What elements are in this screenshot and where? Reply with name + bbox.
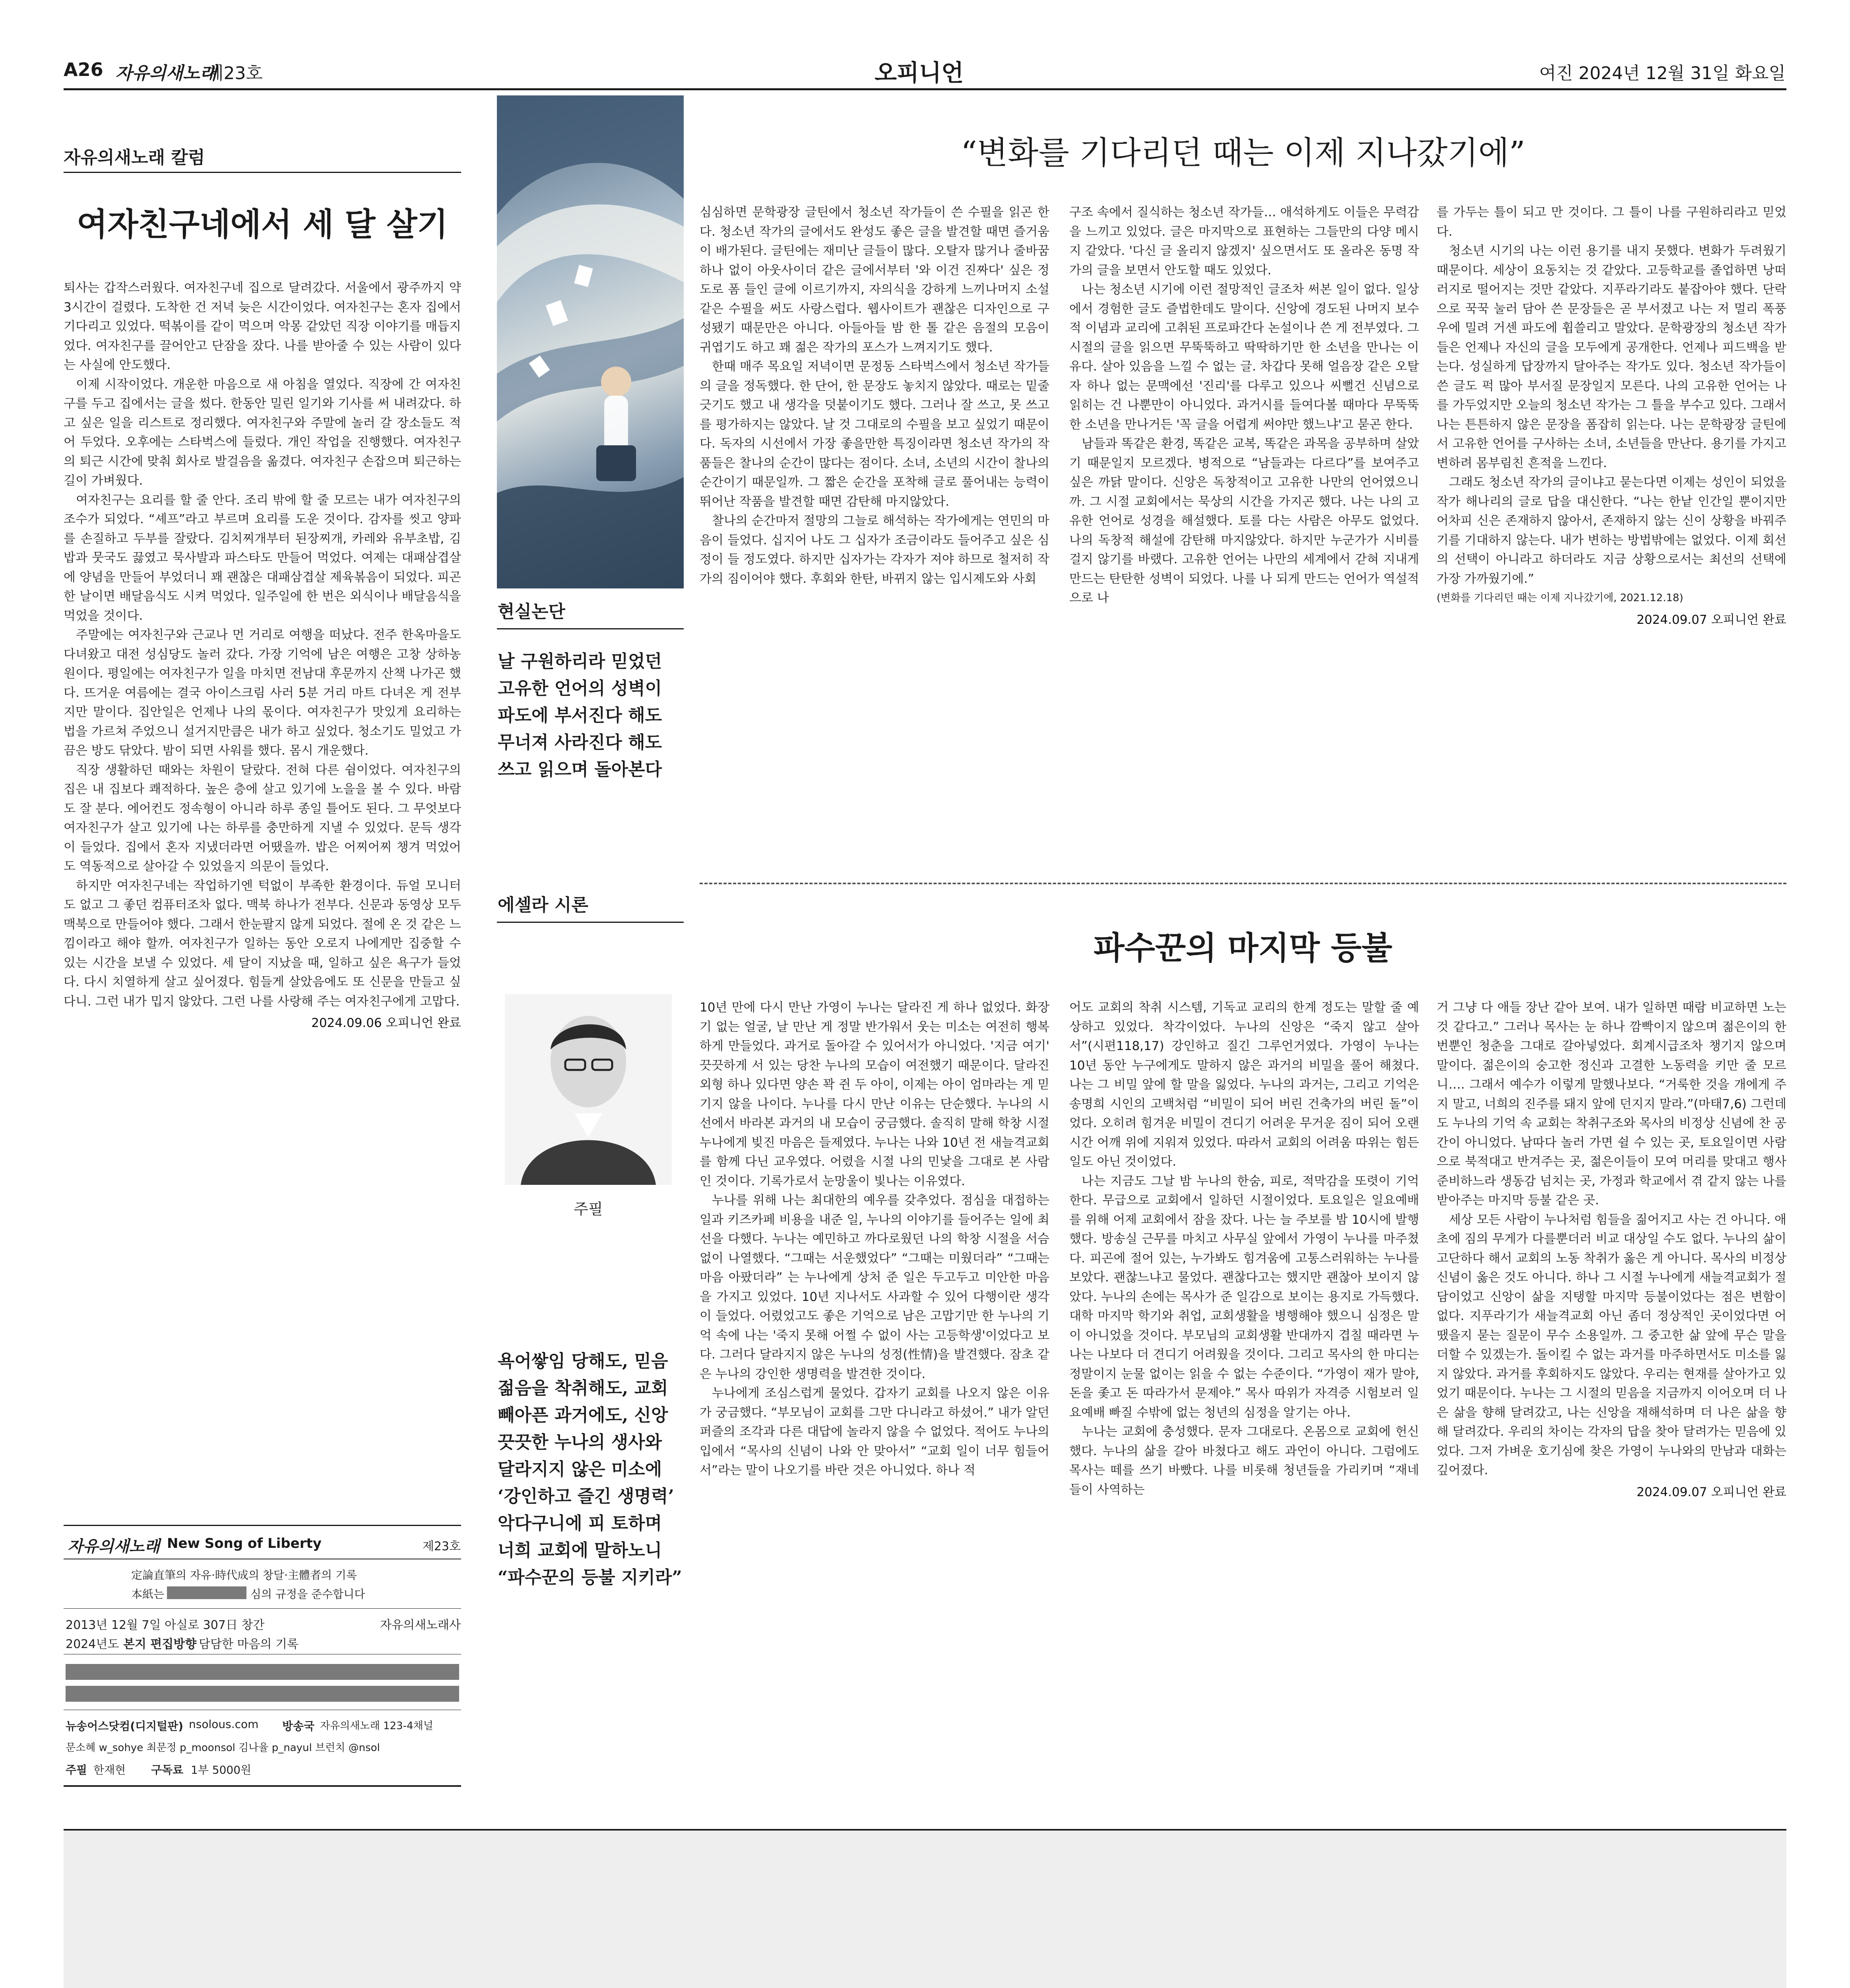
masthead-issue: 제23호	[422, 1540, 461, 1553]
section-title: 오피니언	[875, 59, 964, 86]
ad-placeholder	[64, 1831, 1786, 1988]
essay-paragraph: 10년 만에 다시 만난 가영이 누나는 달라진 게 하나 없었다. 화장기 없는 얼굴, 날 만난 게 정말 반가워서 웃는 미소는 여전히 행복하게 만들었다. 과거로 돌아갈 수 있어서가 아니었다. '지금 여기' 끗끗하게 서 있는 당찬 누나의 모습이 여전했기 때문이다. 달라진 외형 하나 있다면 양손 꽉 쥔 두 아이, 이제는 아이 엄마라는 게 믿기지 않을 나이다. 누나를 다시 만난 이유는 단순했다. 누나의 시선에서 바라본 과거의 내 모습이 궁금했다. 솔직히 말해 학창 시절 누나에게 빚진 마음은 들제였다. 누나는 나와 10년 전 새늘격교회를 함께 다닌 교우였다. 어렸을 시절 나의 민낯을 그대로 본 사람인 것이다. 기록가로서 눈망울이 빛나는 이유였다.	[700, 1000, 1049, 1188]
essay-pull-quote: 욕어쌓임 당해도, 믿음 젊음을 착취해도, 교회 빼아픈 과거에도, 신앙 끗끗한 누나의 생사와 달라지지 않은 미소에 ‘강인하고 즐긴 생명력’ 악다구니에 피 토하며 너희 교회에 말하노니 “파수꾼의 등불 지키라”	[498, 1351, 682, 1588]
redacted-block	[66, 1686, 459, 1702]
masthead-motto-1: 定論直筆의 자유·時代成의 창달·主體者의 기록	[131, 1569, 357, 1582]
masthead-policy-year: 2024년도	[66, 1637, 119, 1651]
essay-paragraph: 어도 교회의 착취 시스템, 기독교 교리의 한계 정도는 말할 줄 예상하고 있었다. 착각이었다. 누나의 신앙은 “죽지 않고 살아서”(시편118,17) 강인하고 질긴 그루언거였다. 가영이 누나는 10년 동안 누구에게도 말하지 않은 과거의 비밀을 풀어 해쳤다. 나는 그 비밀 앞에 할 말을 잃었다. 누나의 과거는, 그리고 기억은 송명희 시인의 고백처럼 “비밀이 되어 버린 건축가의 버린 돌”이었다. 오히려 힘겨운 비밀이 견디기 어려운 무거운 짐이 되어 오랜 시간 어깨 위에 지워져 있었다. 따라서 교회의 어려움 따위는 힘든 일도 아닌 것이었다.	[1069, 1000, 1419, 1169]
masthead-editor-name: 한재현	[93, 1763, 126, 1776]
reality-paragraph: 나는 청소년 시기에 이런 절망적인 글조차 써본 일이 없다. 일상에서 경험한 글도 즐법한데도 말이다. 신앙에 경도된 나머지 보수적 이념과 교리에 고취된 프로파간다 논설이나 쓴 게 전부였다. 그 시절의 글을 읽으면 무뚝뚝하고 딱딱하기만 한 소년을 만나는 이유다. 살아 있음을 느낄 수 없는 글. 차갑다 못해 얼음장 같은 오탈자 하나 없는 문맥에선 '진리'를 다루고 있으나 씨뻘건 신념으로 읽히는 건 나뿐만이 아니었다. 과거시를 들여다볼 때마다 무뚝뚝한 소년을 만나거든 '꼭 글을 어렵게 써야만 했느냐'고 묻곤 한다.	[1069, 282, 1419, 432]
column-signature: 2024.09.06 오피니언 완료	[311, 1016, 461, 1030]
masthead-price: 1부 5000원	[191, 1763, 252, 1776]
essay-paragraph: 누나는 교회에 충성했다. 문자 그대로다. 온몸으로 교회에 헌신했다. 누나의 삶을 갈아 바쳤다고 해도 과언이 아니다. 그럼에도 목사는 떼를 쓰기 바빴다. 나를 비롯해 청년들을 가리키며 “재네들이 사역하는	[1069, 1425, 1419, 1497]
masthead-office-text: 자유의새노래 123-4채널	[320, 1720, 433, 1732]
masthead-editor-label: 주필	[66, 1763, 87, 1776]
wave-illustration	[497, 95, 684, 588]
essay-paragraph: 누나에게 조심스럽게 물었다. 갑자기 교회를 나오지 않은 이유가 궁금했다. “부모님이 교회를 그만 다니라고 하셨어.” 내가 알던 퍼즐의 조각과 다른 대답에 놀라지 않을 수 없었다. 적어도 누나의 입에서 “목사의 신념이 나와 안 맞아서” “교회 일이 너무 힘들어서”라는 말이 나오기를 바란 것은 아니었다. 하나 적	[700, 1386, 1049, 1477]
column-paragraph: 퇴사는 갑작스러웠다. 여자친구네 집으로 달려갔다. 서울에서 광주까지 약 3시간이 걸렸다. 도착한 건 저녁 늦은 시간이었다. 여자친구는 혼자 집에서 기다리고 있었다. 떡볶이를 같이 먹으며 악몽 같았던 직장 이야기를 매듭지었다. 여자친구를 끌어안고 단잠을 잤다. 나를 받아줄 수 있는 사람이 있다는 사실에 안도했다.	[64, 281, 461, 372]
column-paragraph: 이제 시작이었다. 개운한 마음으로 새 아침을 열었다. 직장에 간 여자친구를 두고 집에서는 글을 썼다. 한동안 밀린 일기와 기사를 써 내려갔다. 하고 싶은 일을 리스트로 정리했다. 여자친구와 주말에 놀러 갈 장소들도 적어 두었다. 오후에는 스타벅스에 들렀다. 개인 작업을 진행했다. 여자친구의 퇴근 시간에 맞춰 회사로 발걸음을 옮겼다. 여자친구 손잡으며 퇴근하는 길이 가벼웠다.	[64, 377, 461, 488]
redacted-block	[66, 1664, 459, 1680]
author-role: 주필	[574, 1200, 603, 1218]
reality-kicker: 현실논단	[498, 602, 566, 622]
masthead-staff: 문소혜 w_sohye 최문정 p_moonsol 김나율 p_nayul 브런치 @nsol	[66, 1742, 380, 1754]
reality-paragraph: 를 가두는 틀이 되고 만 것이다. 그 틀이 나를 구원하리라고 믿었다.	[1437, 205, 1786, 239]
reality-paragraph: 구조 속에서 질식하는 청소년 작가들… 애석하게도 이들은 무력감을 느끼고 있었다. 글은 마지막으로 표현하는 그들만의 다양 메시지 같았다. '다신 글 올리지 않겠지' 싶으면서도 또 올라온 동명 작가의 글을 보면서 안도할 때도 있었다.	[1069, 205, 1419, 278]
reality-paragraph: 심심하면 문학광장 글틴에서 청소년 작가들이 쓴 수필을 읽곤 한다. 청소년 작가의 글에서도 완성도 좋은 글을 발견할 때면 즐거움이 배가된다. 글틴에는 재미난 글들이 많다. 오탈자 많거나 줄바꿈 하나 없이 아웃사이더 같은 글에서부터 '와 이건 진짜다' 싶은 정도로 폼 들인 글에 이르기까지, 자의식을 강하게 느끼나머지 소설 같은 수필을 써도 사랑스럽다. 웹사이트가 괜찮은 디자인으로 구성됐기 때문만은 아니다. 아들아들 밤 한 톨 같은 음절의 모음이 귀엽기도 하고 꽤 젊은 작가의 포스가 느껴지기도 했다.	[700, 205, 1049, 355]
reality-col-b	[1069, 203, 1419, 863]
reality-paragraph: 찰나의 순간마저 절망의 그늘로 해석하는 작가에게는 연민의 마음이 들었다. 십지어 나도 그 십자가 조금이라도 들어주고 싶은 심정이 들 정도였다. 하지만 십자가는 각자가 져야 하므로 철저히 작가의 짐이어야 했다. 후회와 한탄, 바뀌지 않는 입시제도와 사회	[700, 514, 1049, 586]
author-photo	[505, 994, 672, 1185]
column-paragraph: 여자친구는 요리를 할 줄 안다. 조리 밖에 할 줄 모르는 내가 여자친구의 조수가 되었다. “셰프”라고 부르며 요리를 도운 것이다. 감자를 씻고 양파를 손질하고 두부를 잘랐다. 김치찌개부터 된장찌개, 카레와 유부초밥, 김밥과 뭇국도 끓였고 묵사발과 파스타도 만들어 먹었다. 여제는 대패삼겹살에 양념을 만들어 부었더니 꽤 괜찮은 대패삼겹살 제육볶음이 되었다. 피곤한 날이면 배달음식도 시켜 먹었다. 일주일에 한 번은 외식이나 배달음식을 먹었을 것이다.	[64, 493, 461, 623]
section-divider	[700, 883, 1786, 884]
masthead-price-label: 구독료	[151, 1763, 184, 1776]
essay-paragraph: 나는 지금도 그날 밤 누나의 한숨, 피로, 적막감을 또렷이 기억한다. 무급으로 교회에서 일하던 시절이었다. 토요일은 일요예배를 위해 어제 교회에서 잠을 잤다. 나는 늘 주보를 밤 10시에 발행했다. 방송실 근무를 마치고 사무실 앞에서 가영이 누나를 마주쳤다. 피곤에 절어 있는, 누가봐도 힘겨움에 고통스러워하는 누나를 보았다. 괜찮느냐고 물었다. 괜찮다고는 했지만 괜찮아 보이지 않았다. 누나의 손에는 목사가 준 일감으로 보이는 용지로 가득했다. 대학 마지막 학기와 취업, 교회생활을 병행해야 했으니 심정은 말이 아니었을 것이다. 부모님의 교회생활 반대까지 겹칠 때라면 누나는 나보다 더 견디기 어려웠을 것이다. 그리고 목사의 한 마디는 정말이지 눈물 없이는 읽을 수 없는 수준이다. “가영이 재가 말야, 돈을 좇고 돈 따라가서 문제야.” 목사 따위가 자격증 시험보러 일요예배 빠질 수밖에 없는 청년의 심정을 알기는 아나.	[1069, 1174, 1419, 1420]
masthead-motto-2-prefix: 本紙는	[131, 1588, 165, 1601]
redacted-block	[167, 1586, 246, 1599]
column-paragraph: 직장 생활하던 때와는 차원이 달랐다. 전혀 다른 쉼이었다. 여자친구의 집은 내 집보다 쾌적하다. 높은 층에 살고 있기에 노을을 볼 수 있다. 바람도 잘 분다. 에어컨도 정속형이 아니라 하루 종일 틀어도 된다. 그 무엇보다 여자친구가 살고 있기에 나는 하루를 충만하게 지낼 수 있었다. 문득 생각이 들었다. 집에서 혼자 지냈더라면 어땠을까. 밥은 어찌어찌 챙겨 먹었어도 역동적으로 살아갈 수 있었을지 의문이 들었다.	[64, 763, 461, 874]
masthead-logo: 자유의새노래	[68, 1537, 160, 1556]
column-body	[64, 278, 461, 1491]
reality-col-a	[700, 203, 1049, 863]
header-rule	[64, 88, 1786, 90]
masthead-office-label: 방송국	[282, 1720, 315, 1733]
masthead-policy-text: 담담한 마음의 기록	[199, 1637, 299, 1651]
reality-paragraph: 남들과 똑같은 환경, 똑같은 교복, 똑같은 과목을 공부하며 살았기 때문일지 모르겠다. 병적으로 “남들과는 다르다”를 보여주고 싶은 까닭 말이다. 신앙은 독창적이고 고유한 나만의 언어였으니까. 그 시절 교회에서는 묵상의 시간을 가지곤 했다. 나는 나의 고유한 언어로 성경을 해설했다. 토를 다는 사람은 아무도 없었다. 나의 독창적 해설에 감탄해 마지않았다. 하지만 누군가가 시비를 걸지 않기를 바랬다. 고유한 언어는 나만의 세계에서 갇혀 지내게 만드는 탄탄한 성벽이 되었다. 나를 나 되게 만드는 언어가 역설적으로 나	[1069, 437, 1419, 605]
masthead-news-url[interactable]: nsolous.com	[189, 1718, 259, 1731]
essay-col-a	[700, 998, 1049, 1793]
header-logo: 자유의새노래	[115, 63, 217, 83]
masthead-eng-title: New Song of Liberty	[167, 1536, 322, 1551]
reality-title: “변화를 기다리던 때는 이제 지나갔기에”	[961, 134, 1525, 171]
column-paragraph: 주말에는 여자친구와 근교나 먼 거리로 여행을 떠났다. 전주 한옥마을도 다녀왔고 대전 성심당도 놀러 갔다. 가장 기억에 남은 여행은 고창 상하농원이다. 평일에는 여자친구가 일을 마치면 전남대 후문까지 산책 나가곤 했다. 뜨거운 여름에는 결국 아이스크림 사러 5분 거리 마트 다녀온 게 전부지만 말이다. 집안일은 언제나 나의 몫이다. 여자친구가 맛있게 요리하는 법을 가르쳐 주었으니 설거지만큼은 내가 하고 싶었다. 청소기도 밀었고 가끔은 방도 닦았다. 밤이 되면 사워를 했다. 몸시 개운했다.	[64, 628, 461, 758]
reality-paragraph: 그래도 청소년 작가의 글이냐고 묻는다면 이제는 성인이 되었을 작가 해나리의 글로 답을 대신한다. “나는 한낱 인간일 뿐이지만 어차피 신은 존재하지 않아서, 존재하지 않는 신이 상황을 바꿔주기를 기대하지 않는다. 내가 변하는 방법밖에는 없었다. 이제 회선의 선택이 아니라고 하더라도 지금 상황으로서는 최선의 선택에 가장 가까웠기에.”	[1437, 475, 1786, 586]
page-number: A26	[64, 59, 103, 80]
masthead-motto-2-suffix: 심의 규정을 준수합니다	[250, 1588, 365, 1601]
reality-kicker-rule	[497, 628, 684, 629]
column-paragraph: 하지만 여자친구네는 작업하기엔 턱없이 부족한 환경이다. 듀얼 모니터도 없고 그 좋던 컴퓨터조차 없다. 맥북 하나가 전부다. 신문과 동영상 모두 맥북으로 만들어야 했다. 그래서 한눈팔지 않게 되었다. 절에 온 것 같은 느낌이라고 해야 할까. 여자친구가 일하는 동안 오로지 나에게만 집중할 수 있는 시간을 보낼 수 있었다. 세 달이 지났을 때, 일하고 싶은 욕구가 들었다. 다시 치열하게 살고 싶어졌다. 힘들게 살았음에도 또 신문을 만들고 싶다니. 그런 내가 밉지 않았다. 그런 나를 사랑해 주는 여자친구에게 고맙다.	[64, 878, 461, 1009]
header-issue: 제23호	[207, 63, 263, 83]
reality-pull-quote: 날 구원하리라 믿었던 고유한 언어의 성벽이 파도에 부서진다 해도 무너져 사라진다 해도 쓰고 읽으며 돌아본다	[498, 651, 662, 780]
author-photo-art	[505, 994, 672, 1185]
essay-kicker-rule	[497, 922, 684, 923]
masthead-policy-label: 본지 편집방향	[123, 1637, 197, 1651]
essay-signature: 2024.09.07 오피니언 완료	[1637, 1485, 1786, 1499]
column-kicker: 자유의새노래 칼럼	[64, 148, 205, 168]
reality-citation: (변화를 기다리던 때는 이제 지나갔기에, 2021.12.18)	[1437, 592, 1683, 604]
masthead-founded-right: 자유의새노래사	[380, 1618, 461, 1632]
column-title: 여자친구네에서 세 달 살기	[77, 206, 448, 243]
reality-col-c	[1437, 203, 1786, 863]
header-date: 여진 2024년 12월 31일 화요일	[1539, 63, 1786, 83]
masthead-bottom-rule	[64, 1785, 461, 1787]
essay-col-b	[1069, 998, 1419, 1793]
essay-paragraph: 거 그냥 다 애들 장난 같아 보여. 내가 일하면 때람 비교하면 노는 것 같다고.” 그러나 목사는 눈 하나 깜빡이지 않으며 젊은이의 한 번뿐인 청춘을 그대로 갈아넣었다. 회계시급조차 챙기지 않으며 말이다. 젊은이의 숭고한 정신과 고결한 노동력을 키만 줄 모르니…. 그래서 예수가 이렇게 말했나보다. “거룩한 것을 개에게 주지 말고, 너희의 진주를 돼지 앞에 던지지 말라.”(마태7,6) 그런데도 누나의 기억 속 교회는 착취구조와 목사의 비정상 신념에 찬 공간이 아니었다. 남따다 놀러 가면 쉴 수 있는 곳, 토요일이면 사람으로 북적대고 반겨주는 곳, 젊은이들이 모여 머리를 맞대고 행사 준비하느라 생동감 넘치는 곳, 가정과 학교에서 겪 같지 않는 나를 받아주는 마지막 등불 같은 곳.	[1437, 1000, 1786, 1208]
masthead-news-label: 뉴송어스닷컴(디지털판)	[66, 1720, 184, 1733]
essay-paragraph: 누나를 위해 나는 최대한의 예우를 갖추었다. 점심을 대접하는 일과 키즈카페 비용을 내준 일, 누나의 이야기를 들어주는 일에 최선을 다했다. 누나는 예민하고 까다로웠던 나의 학창 시절을 서슴없이 나열했다. “그때는 서운했었다” “그때는 미웠더라” “그때는 마음 아팠더라” 는 누나에게 상처 준 일은 두고두고 미안한 마음을 가지고 있었다. 10년 지나서도 사과할 수 있어 다행이란 생각이 들었다. 어렸었고도 좋은 기억으로 남은 고맙기만 한 누나의 기억 속에 나는 '죽지 못해 어쩔 수 없이 사는 고등학생'이었다고 보다. 그러다 달라지지 않은 누나의 성정(性情)을 발견했다. 잠초 같은 누나의 강인한 생명력을 발견한 것이다.	[700, 1193, 1049, 1381]
essay-title: 파수꾼의 마지막 등불	[1094, 929, 1392, 967]
kicker-rule	[64, 172, 461, 173]
wave-illustration-art	[497, 95, 684, 588]
reality-paragraph: 한때 매주 목요일 저녁이면 문정동 스타벅스에서 청소년 작가들의 글을 정독했다. 한 단어, 한 문장도 놓치지 않았다. 때로는 밑줄 긋기도 했고 내 생각을 덧붙이기도 했다. 그러나 잘 쓰고, 못 쓰고를 평가하지는 않았다. 날 것 그대로의 수필을 보고 싶었기 때문이다. 독자의 시선에서 가장 좋을만한 특징이라면 청소년 작가의 작품들은 찰나의 순간이 많다는 점이다. 소녀, 소년의 시간이 찰나의 순간이기 때문일까. 그 짧은 순간을 포착해 글로 풀어내는 능력이 뛰어난 작품을 발견할 때면 감탄해 마지않았다.	[700, 359, 1049, 509]
masthead-rule	[64, 1608, 461, 1609]
masthead-top-rule	[64, 1525, 461, 1526]
reality-signature: 2024.09.07 오피니언 완료	[1637, 612, 1786, 627]
reality-paragraph: 청소년 시기의 나는 이런 용기를 내지 못했다. 변화가 두려웠기 때문이다. 세상이 요동치는 것 같았다. 고등학교를 졸업하면 낭떠러지로 떨어지는 것만 같았다. 지푸라기라도 붙잡아야 했다. 단락으로 꾹꾹 눌러 담아 쓴 문장들은 곧 부서졌고 나는 저 멀리 폭풍우에 밀려 거센 파도에 휩쓸리고 말았다. 문학광장의 청소년 작가들은 언제나 자신의 글을 모두에게 공개한다. 언제나 피드백을 받는다. 성실하게 답장까지 달아주는 작가도 있다. 청소년 작가들이 쓴 글도 퍽 많아 부서질 문장일지 모른다. 나의 고유한 언어는 나를 가두었지만 오늘의 청소년 작가는 그 틀을 부수고 있다. 그래서 나는 튼튼하지 않은 문장을 폼잡히 읽는다. 나는 문학광장 글틴에서 고유한 언어를 구사하는 소녀, 소년들을 만난다. 용기를 가지고 변하려 몸부림친 흔적을 느낀다.	[1437, 244, 1786, 470]
essay-kicker: 에셀라 시론	[498, 895, 588, 915]
masthead-founded: 2013년 12월 7일 아실로 307日 창간	[66, 1618, 265, 1632]
essay-paragraph: 세상 모든 사람이 누나처럼 힘들을 짊어지고 사는 건 아니다. 애초에 짐의 무게가 다를뿐더러 비교 대상일 수도 없다. 누나의 삶이 고단하다 해서 교회의 노동 착취가 옳은 게 아니다. 목사의 비정상 신념이 옳은 것도 아니다. 하나 그 시절 누나에게 새늘격교회가 절담이었고 신앙이 삶을 지탱할 마지막 등불이었다는 점은 변함이 없다. 지푸라기가 새늘격교회 아닌 좀더 정상적인 곳이었다면 어땠을지 묻는 질문이 무수 소용일까. 그 중고한 삶 앞에 무슨 말을 더할 수 있겠는가. 돌이킬 수 없는 과거를 마주하면서도 미소를 잃지 않았다. 과거를 후회하지도 않았다. 우리는 현재를 살아가고 있었기 때문이다. 누나는 그 시절의 믿음을 지금까지 이어오며 더 나은 삶을 향해 달려갔고, 나는 신앙을 재해석하며 더 나은 삶을 향해 달려갔다. 우리의 차이는 각자의 답을 찾아 달려가는 믿음에 있었다. 그저 가벼운 호기심에 찾은 가영이 누나와의 만남과 대화는 깊어졌다.	[1437, 1212, 1786, 1477]
essay-col-c	[1437, 998, 1786, 1793]
